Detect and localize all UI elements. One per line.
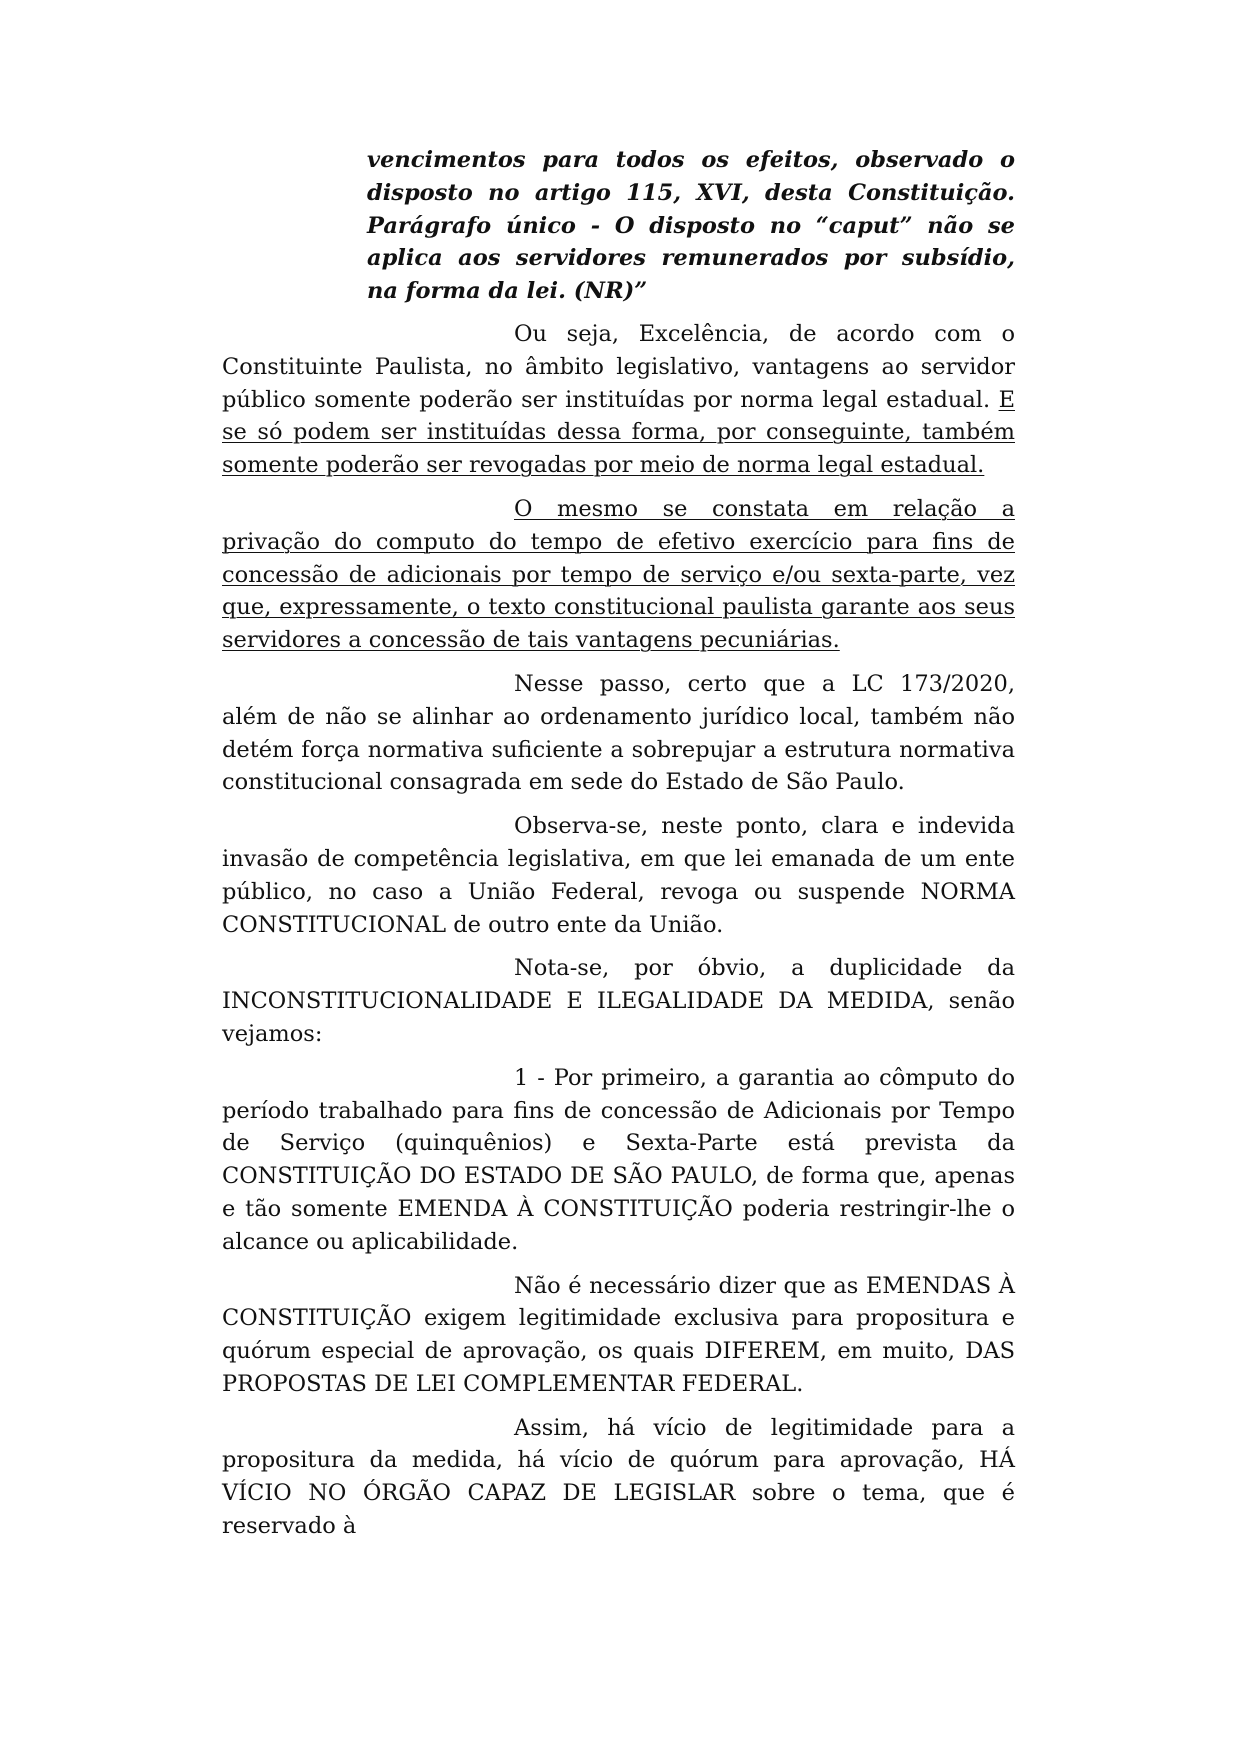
paragraph-5: Nota-se, por óbvio, a duplicidade da INCONSTITUCIONALIDADE E ILEGALIDADE DA MEDIDA, senão vejamos: (222, 955, 1015, 1047)
quote-line-2: Parágrafo único - O disposto no “caput” não se aplica aos servidores remunerados por subsídio, na forma da lei. (NR)” (367, 212, 1015, 305)
paragraph-1-underlined: E se só podem ser instituídas dessa forma, por conseguinte, também somente poderão ser revogadas por meio de norma legal estadual. (222, 386, 1015, 479)
legal-quote (367, 144, 1015, 308)
paragraph-3: Nesse passo, certo que a LC 173/2020, além de não se alinhar ao ordenamento jurídico local, também não detém força normativa suficiente a sobrepujar a estrutura normativa constitucional consagrada em sede do Estado de São Paulo. (222, 670, 1015, 796)
document-body (222, 144, 1015, 1554)
paragraph-2-underlined: O mesmo se constata em relação a privação do computo do tempo de efetivo exercício para fins de concessão de adicionais por tempo de serviço e/ou sexta-parte, vez que, expressamente, o texto constitucional paulista garante aos seus servidores a concessão de tais vantagens pecuniárias. (222, 495, 1015, 654)
paragraph-4: Observa-se, neste ponto, clara e indevida invasão de competência legislativa, em que lei emanada de um ente público, no caso a União Federal, revoga ou suspende NORMA CONSTITUCIONAL de outro ente da União. (222, 813, 1015, 938)
paragraph-1-text: Ou seja, Excelência, de acordo com o Constituinte Paulista, no âmbito legislativo, vantagens ao servidor público somente poderão ser instituídas por norma legal estadual. (222, 320, 1015, 413)
paragraph-8: Assim, há vício de legitimidade para a propositura da medida, há vício de quórum para aprovação, HÁ VÍCIO NO ÓRGÃO CAPAZ DE LEGISLAR sobre o tema, que é reservado à (222, 1414, 1015, 1540)
paragraph-1 (222, 318, 1015, 482)
paragraph-6: 1 - Por primeiro, a garantia ao cômputo do período trabalhado para fins de concessão de Adicionais por Tempo de Serviço (quinquênios) e Sexta-Parte está prevista da CONSTITUIÇÃO DO ESTADO DE SÃO PAULO, de forma que, apenas e tão somente EMENDA À CONSTITUIÇÃO poderia restringir-lhe o alcance ou aplicabilidade. (222, 1064, 1015, 1255)
paragraph-7: Não é necessário dizer que as EMENDAS À CONSTITUIÇÃO exigem legitimidade exclusiva para propositura e quórum especial de aprovação, os quais DIFEREM, em muito, DAS PROPOSTAS DE LEI COMPLEMENTAR FEDERAL. (222, 1272, 1015, 1397)
paragraph-2 (222, 493, 1015, 657)
quote-line-1: vencimentos para todos os efeitos, observado o disposto no artigo 115, XVI, desta Constituição. (367, 147, 1015, 206)
